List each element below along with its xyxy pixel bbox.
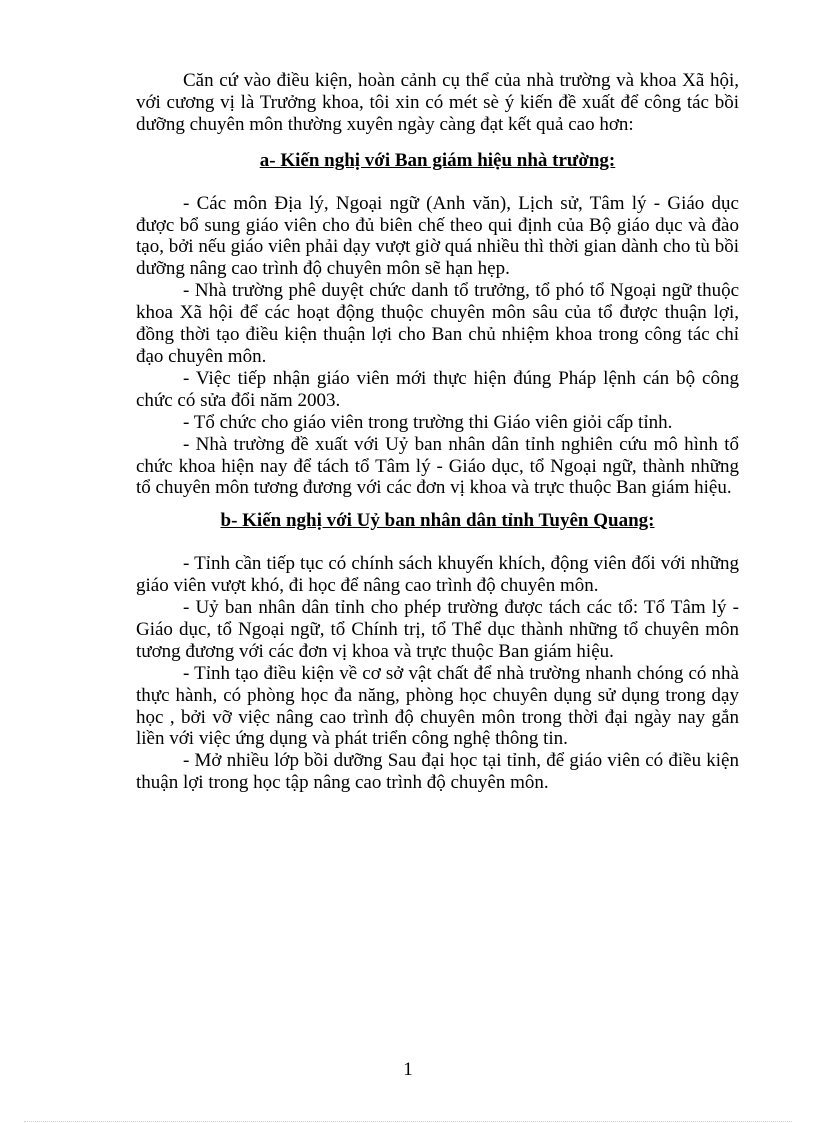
section-b-heading: b- Kiến nghị với Uỷ ban nhân dân tỉnh Tuyên Quang: bbox=[220, 510, 655, 532]
page-bottom-border bbox=[24, 1121, 792, 1122]
section-a-item-5: - Nhà trường đề xuất với Uỷ ban nhân dân tỉnh nghiên cứu mô hình tổ chức khoa hiện nay để tách tổ Tâm lý - Giáo dục, tổ Ngoại ngữ, thành những tổ chuyên môn tương đương với các đơn vị khoa và trực thuộc Ban giám hiệu. bbox=[136, 433, 739, 499]
section-a-item-2: - Nhà trường phê duyệt chức danh tổ trưởng, tổ phó tổ Ngoại ngữ thuộc khoa Xã hội để các hoạt động thuộc chuyên môn sâu của tổ được thuận lợi, đồng thời tạo điều kiện thuận lợi cho Ban chủ nhiệm khoa trong công tác chỉ đạo chuyên môn. bbox=[136, 280, 739, 367]
section-b-item-3: - Tỉnh tạo điều kiện về cơ sở vật chất để nhà trường nhanh chóng có nhà thực hành, có phòng học đa năng, phòng học chuyên dụng sử dụng trong dạy học , bởi vỡ việc nâng cao trình độ chuyên môn trong thời đại ngày nay gắn liền với việc ứng dụng và phát triển công nghệ thông tin. bbox=[136, 662, 739, 750]
section-a-heading: a- Kiến nghị với Ban giám hiệu nhà trường: bbox=[259, 149, 616, 171]
section-a-item-4: - Tổ chức cho giáo viên trong trường thi Giáo viên giỏi cấp tỉnh. bbox=[183, 411, 673, 433]
page-number: 1 bbox=[403, 1059, 413, 1080]
section-a-item-1: - Các môn Địa lý, Ngoại ngữ (Anh văn), Lịch sử, Tâm lý - Giáo dục được bổ sung giáo viên cho đủ biên chế theo qui định của Bộ giáo dục và đào tạo, bởi nếu giáo viên phải dạy vượt giờ quá nhiều thì thời gian dành cho tù bồi dưỡng nâng cao trình độ chuyên môn sẽ hạn hẹp. bbox=[136, 192, 739, 280]
section-b-item-4: - Mở nhiều lớp bồi dưỡng Sau đại học tại tỉnh, để giáo viên có điều kiện thuận lợi trong học tập nâng cao trình độ chuyên môn. bbox=[136, 750, 739, 794]
section-a-item-3: - Việc tiếp nhận giáo viên mới thực hiện đúng Pháp lệnh cán bộ công chức có sửa đổi năm 2003. bbox=[136, 367, 739, 411]
intro-paragraph: Căn cứ vào điều kiện, hoàn cảnh cụ thể của nhà trường và khoa Xã hội, với cương vị là Trưởng khoa, tôi xin có mét sè ý kiến đề xuất để công tác bồi dưỡng chuyên môn thường xuyên ngày càng đạt kết quả cao hơn: bbox=[136, 70, 739, 135]
section-b-item-2: - Uỷ ban nhân dân tỉnh cho phép trường được tách các tổ: Tổ Tâm lý - Giáo dục, tổ Ngoại ngữ, tổ Chính trị, tổ Thể dục thành những tổ chuyên môn tương đương với các đơn vị khoa và trực thuộc Ban giám hiệu. bbox=[136, 597, 739, 662]
section-b-item-1: - Tỉnh cần tiếp tục có chính sách khuyến khích, động viên đối với những giáo viên vượt khó, đi học để nâng cao trình độ chuyên môn. bbox=[136, 553, 739, 597]
document-body bbox=[136, 70, 739, 794]
